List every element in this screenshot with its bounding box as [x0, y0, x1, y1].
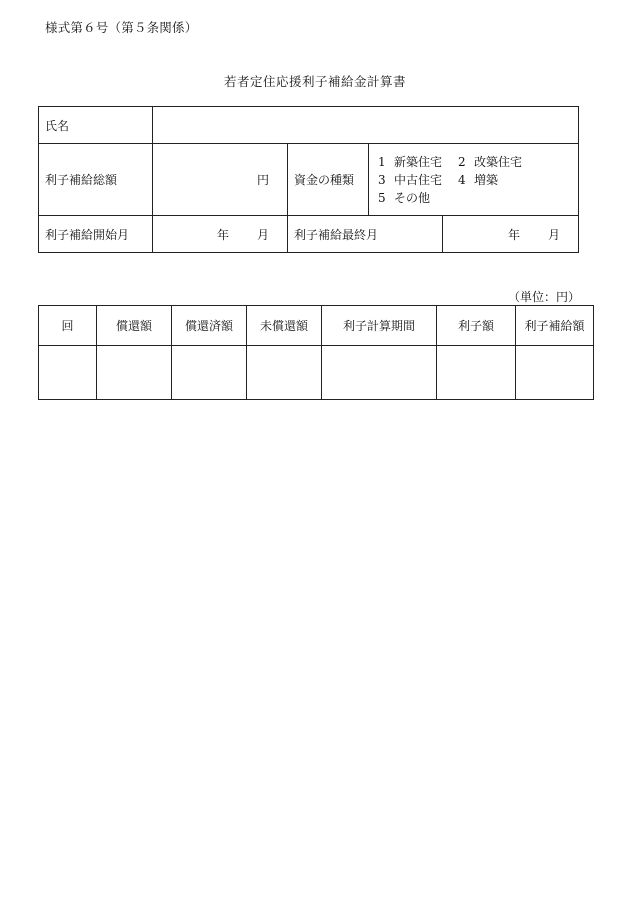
- year-unit: 年: [216, 227, 229, 242]
- month-unit: 月: [547, 227, 560, 242]
- fund-type-option-rebuild[interactable]: 改築住宅: [474, 154, 523, 169]
- period-row: [39, 216, 579, 253]
- table-cell-interest-period[interactable]: [322, 346, 437, 400]
- table-cell-interest[interactable]: [437, 346, 516, 400]
- fund-type-option-used-house[interactable]: 中古住宅: [394, 172, 443, 187]
- end-month-field[interactable]: [443, 216, 579, 253]
- table-cell-subsidy[interactable]: [516, 346, 594, 400]
- start-month-field[interactable]: [153, 216, 288, 253]
- interest-calculation-table: [38, 305, 594, 400]
- start-month-label: 利子補給開始月: [39, 216, 153, 253]
- total-amount-field[interactable]: [153, 144, 288, 216]
- fund-type-option-other[interactable]: その他: [394, 190, 431, 205]
- fund-type-option-extension[interactable]: 増築: [474, 172, 499, 187]
- column-header-subsidy: 利子補給額: [516, 306, 594, 346]
- column-header-unrepaid: 未償還額: [247, 306, 322, 346]
- fund-type-line-3: [378, 189, 578, 207]
- unit-label: （単位：円）: [508, 290, 581, 304]
- total-amount-label: 利子補給総額: [39, 144, 153, 216]
- column-header-repayment: 償還額: [97, 306, 172, 346]
- fund-type-options[interactable]: [369, 144, 579, 216]
- yen-unit: 円: [256, 173, 269, 187]
- subsidy-info-table: [38, 106, 579, 253]
- table-header-row: [39, 306, 594, 346]
- column-header-interest-period: 利子計算期間: [322, 306, 437, 346]
- fund-type-line-1: [378, 153, 578, 171]
- column-header-round: 回: [39, 306, 97, 346]
- year-unit: 年: [507, 227, 520, 242]
- form-number: 様式第６号（第５条関係）: [45, 20, 198, 35]
- table-cell-repaid[interactable]: [172, 346, 247, 400]
- fund-type-number: 3: [378, 172, 386, 187]
- fund-type-number: 2: [458, 154, 466, 169]
- end-month-label: 利子補給最終月: [288, 216, 443, 253]
- fund-type-number: 4: [458, 172, 466, 187]
- name-field[interactable]: [153, 107, 579, 144]
- month-unit: 月: [256, 227, 269, 242]
- table-cell-round[interactable]: [39, 346, 97, 400]
- fund-type-option-new-build[interactable]: 新築住宅: [394, 154, 443, 169]
- total-amount-row: [39, 144, 579, 216]
- fund-type-line-2: [378, 171, 578, 189]
- table-cell-unrepaid[interactable]: [247, 346, 322, 400]
- name-row: [39, 107, 579, 144]
- name-label: 氏名: [39, 107, 153, 144]
- table-cell-repayment[interactable]: [97, 346, 172, 400]
- fund-type-label: 資金の種類: [288, 144, 369, 216]
- document-title: 若者定住応援利子補給金計算書: [223, 74, 406, 89]
- column-header-repaid: 償還済額: [172, 306, 247, 346]
- column-header-interest: 利子額: [437, 306, 516, 346]
- fund-type-number: 1: [378, 154, 386, 169]
- table-row: [39, 346, 594, 400]
- fund-type-number: 5: [378, 190, 386, 205]
